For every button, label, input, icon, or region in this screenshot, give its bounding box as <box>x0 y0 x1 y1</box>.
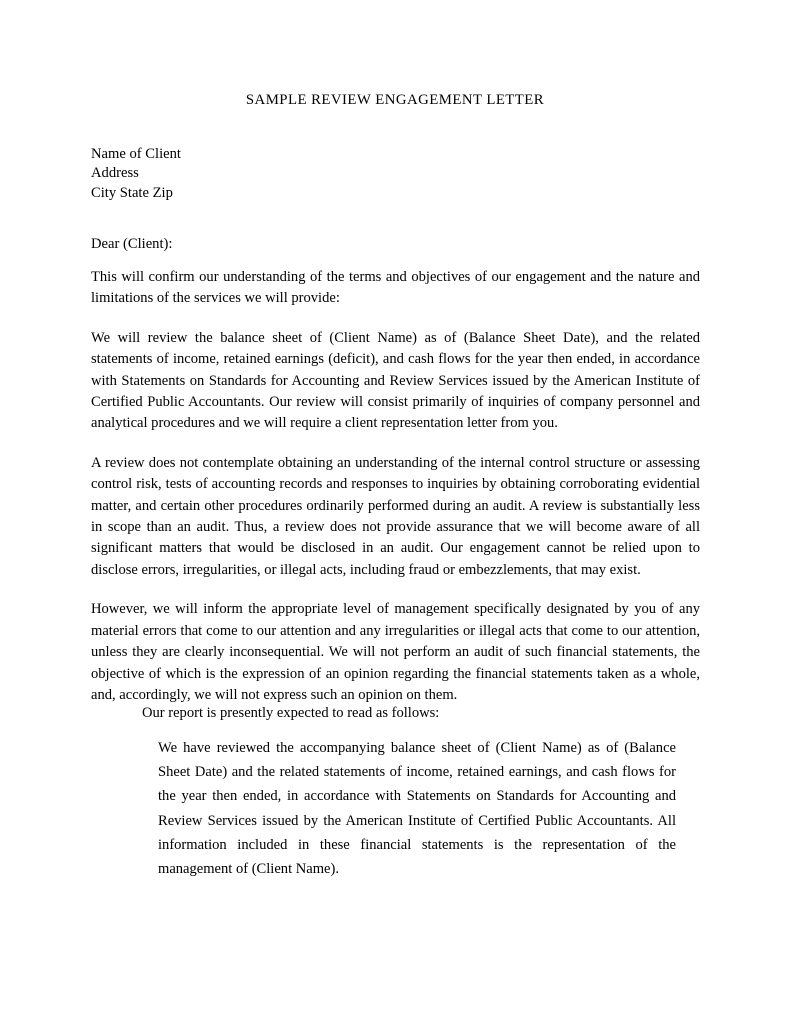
body-paragraph-1: This will confirm our understanding of the terms and objectives of our engagement and the nature and limitations of the services we will provide: <box>91 269 700 307</box>
body-paragraph-4: However, we will inform the appropriate level of management specifically designated by you of any material errors that come to our attention and any irregularities or illegal acts that come to our attention, unless they are clearly inconsequential. We will not perform an audit of such financial statements, the objective of which is the expression of an opinion regarding the financial statements taken as a whole, and, accordingly, we will not express such an opinion on them. <box>91 601 700 703</box>
addressee-block <box>91 145 491 203</box>
body-paragraph-3: A review does not contemplate obtaining an understanding of the internal control structure or assessing control risk, tests of accounting records and responses to inquiries by obtaining corroborating evidential matter, and certain other procedures ordinarily performed during an audit. A review is substantially less in scope than an audit. Thus, a review does not provide assurance that we will become aware of all significant matters that would be disclosed in an audit. Our engagement cannot be relied upon to disclose errors, irregularities, or illegal acts, including fraud or embezzlements, that may exist. <box>91 454 700 578</box>
addressee-street-line: Address <box>91 165 139 182</box>
body-paragraph-2: We will review the balance sheet of (Client Name) as of (Balance Sheet Date), and the related statements of income, retained earnings (deficit), and cash flows for the year then ended, in accordance with Statements on Standards for Accounting and Review Services issued by the American Institute of Certified Public Accountants. Our review will consist primarily of inquiries of company personnel and analytical procedures and we will require a client representation letter from you. <box>91 329 700 432</box>
addressee-city-state-zip-line: City State Zip <box>91 184 173 201</box>
addressee-name-line: Name of Client <box>91 146 181 162</box>
salutation: Dear (Client): <box>91 236 173 252</box>
letter-body <box>91 267 700 706</box>
report-lead-in-line: Our report is presently expected to read as follows: <box>142 705 440 721</box>
page-title: SAMPLE REVIEW ENGAGEMENT LETTER <box>245 92 545 108</box>
report-quote-paragraph: We have reviewed the accompanying balance sheet of (Client Name) as of (Balance Sheet Date) and the related statements of income, retained earnings, and cash flows for the year then ended, in accordance with Statements on Standards for Accounting and Review Services issued by the American Institute of Certified Public Accountants. All information included in these financial statements is the representation of the management of (Client Name). <box>158 740 676 878</box>
